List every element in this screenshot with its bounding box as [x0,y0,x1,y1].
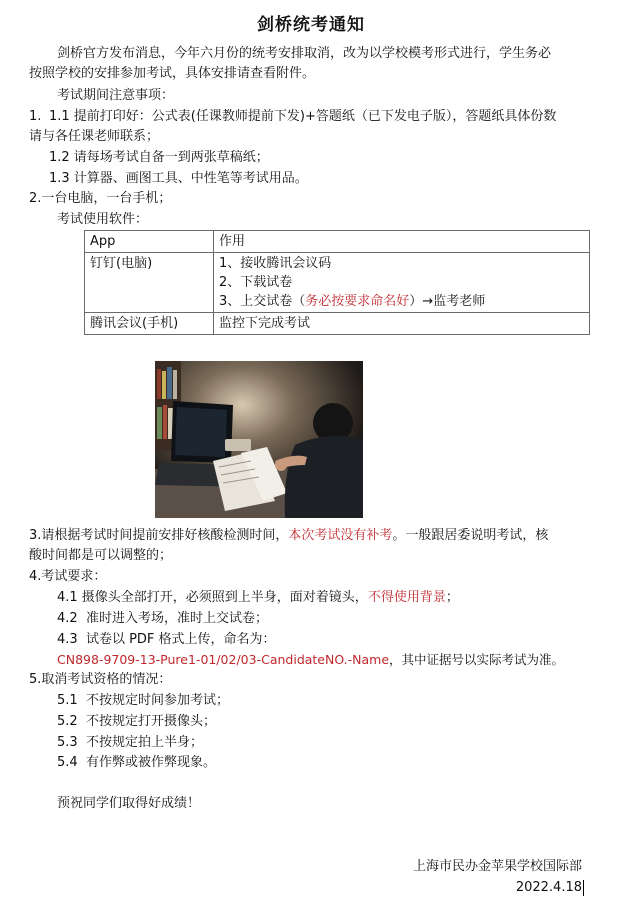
item-4: 4.考试要求： [29,569,107,584]
item-3-line-2: 酸时间都是可以调整的； [29,548,173,563]
signature-organization: 上海市民办金苹果学校国际部 [412,859,582,874]
student-exam-photo [155,361,363,518]
naming-format: CN898-9709-13-Pure1-01/02/03-CandidateNO.-Name [57,652,390,667]
intro-line-1: 剑桥官方发布消息，今年六月份的统考安排取消，改为以学校模考形式进行，学生务必 [57,46,552,61]
item-3-start: 3.请根据考试时间提前安排好核酸检测时间， [29,528,289,543]
item-1-3: 1.3 计算器、画图工具、中性笔等考试用品。 [49,171,308,186]
table-cell-use [214,253,590,313]
table-header-row [85,231,590,253]
item-3-end: 。一般跟居委说明考试，核 [392,528,549,543]
item-4-1-start: 4.1 摄像头全部打开，必须照到上半身，面对着镜头， [57,590,368,605]
table-row [85,313,590,335]
item-3-line-1 [29,526,548,546]
item-4-1-end: ； [445,590,459,605]
intro-line-2: 按照学校的安排参加考试，具体安排请查看附件。 [29,66,316,81]
use-line-2: 2、下载试卷 [219,275,293,290]
table-cell-use: 监控下完成考试 [214,313,590,335]
software-heading: 考试使用软件： [57,212,149,227]
use-line-3-end: ）→监考老师 [409,294,486,309]
software-table [84,230,590,335]
table-header-use: 作用 [214,231,590,253]
use-line-3-highlight: 务必按要求命名好 [305,294,410,309]
naming-note: ，其中证据号以实际考试为准。 [389,652,565,667]
table-header-app: App [85,231,214,253]
photo-illustration [155,361,363,518]
item-5-4: 5.4 有作弊或被作弊现象。 [57,755,216,770]
item-5-1: 5.1 不按规定时间参加考试； [57,693,229,708]
table-cell-app: 腾讯会议(手机) [85,313,214,335]
signature-date: 2022.4.18 [515,880,582,895]
item-3-highlight: 本次考试没有补考 [288,528,393,543]
item-4-1 [57,588,459,608]
item-4-1-highlight: 不得使用背景 [367,590,446,605]
item-5-3: 5.3 不按规定拍上半身； [57,735,203,750]
item-1-number: 1. [29,109,42,124]
item-2: 2.一台电脑，一台手机； [29,191,172,206]
closing-line: 预祝同学们取得好成绩！ [57,796,201,811]
item-5: 5.取消考试资格的情况： [29,672,172,687]
item-1-1-line-2: 请与各任课老师联系； [29,129,160,144]
use-line-3 [219,292,584,311]
item-1-2: 1.2 请每场考试自备一到两张草稿纸； [49,150,269,165]
item-4-2: 4.2 准时进入考场，准时上交试卷； [57,611,268,626]
item-5-2: 5.2 不按规定打开摄像头； [57,714,216,729]
table-cell-app: 钉钉(电脑) [85,253,214,313]
use-line-3-start: 3、上交试卷（ [219,294,306,309]
use-line-1: 1、接收腾讯会议码 [219,256,332,271]
table-row [85,253,590,313]
naming-format-line [57,650,564,670]
text-cursor [583,880,584,896]
notice-heading: 考试期间注意事项： [57,88,175,103]
item-4-3: 4.3 试卷以 PDF 格式上传，命名为： [57,632,276,647]
document-title: 剑桥统考通知 [257,15,365,35]
item-1-1-line-1: 1.1 提前打印好：公式表(任课教师提前下发)+答题纸（已下发电子版），答题纸具体份数 [49,109,557,124]
